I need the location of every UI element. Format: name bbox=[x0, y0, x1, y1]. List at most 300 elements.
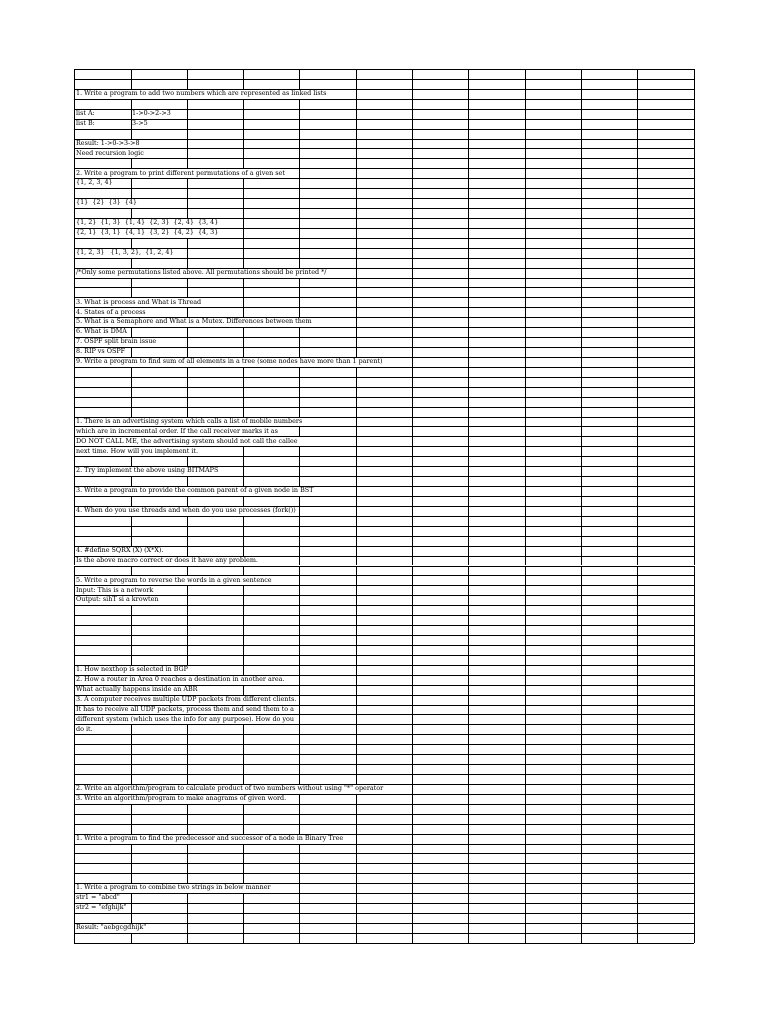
column-divider bbox=[468, 436, 469, 446]
column-divider bbox=[243, 119, 244, 129]
column-divider bbox=[187, 178, 188, 188]
column-divider bbox=[243, 377, 244, 387]
column-divider bbox=[74, 178, 75, 188]
column-divider bbox=[694, 69, 695, 79]
column-divider bbox=[581, 129, 582, 139]
column-divider bbox=[299, 566, 300, 576]
column-divider bbox=[74, 824, 75, 834]
column-divider bbox=[412, 585, 413, 595]
column-divider bbox=[243, 466, 244, 476]
column-divider bbox=[74, 585, 75, 595]
column-divider bbox=[694, 705, 695, 715]
column-divider bbox=[412, 278, 413, 288]
column-divider bbox=[412, 178, 413, 188]
column-divider bbox=[581, 278, 582, 288]
column-divider bbox=[637, 178, 638, 188]
column-divider bbox=[637, 168, 638, 178]
column-divider bbox=[412, 297, 413, 307]
column-divider bbox=[468, 337, 469, 347]
column-divider bbox=[356, 516, 357, 526]
cell-text: {1, 2, 3, 4} bbox=[76, 178, 113, 187]
column-divider bbox=[412, 238, 413, 248]
cell-text: 3. Write a program to provide the common parent of a given node in BST bbox=[76, 486, 314, 495]
column-divider bbox=[356, 426, 357, 436]
column-divider bbox=[637, 615, 638, 625]
cell-text: 4. When do you use threads and when do you use processes (fork()) bbox=[76, 506, 296, 515]
column-divider bbox=[356, 556, 357, 566]
column-divider bbox=[581, 218, 582, 228]
column-divider bbox=[694, 79, 695, 89]
column-divider bbox=[637, 794, 638, 804]
column-divider bbox=[299, 238, 300, 248]
cell-text: Output: sihT si a krowten bbox=[76, 595, 159, 604]
column-divider bbox=[299, 873, 300, 883]
column-divider bbox=[356, 69, 357, 79]
column-divider bbox=[525, 883, 526, 893]
column-divider bbox=[637, 903, 638, 913]
column-divider bbox=[356, 139, 357, 149]
column-divider bbox=[187, 148, 188, 158]
column-divider bbox=[131, 566, 132, 576]
column-divider bbox=[581, 625, 582, 635]
row-divider bbox=[74, 99, 694, 100]
column-divider bbox=[131, 188, 132, 198]
column-divider bbox=[187, 327, 188, 337]
column-divider bbox=[468, 347, 469, 357]
column-divider bbox=[581, 69, 582, 79]
column-divider bbox=[525, 456, 526, 466]
column-divider bbox=[412, 575, 413, 585]
column-divider bbox=[525, 407, 526, 417]
column-divider bbox=[131, 99, 132, 109]
column-divider bbox=[412, 844, 413, 854]
column-divider bbox=[412, 595, 413, 605]
column-divider bbox=[637, 824, 638, 834]
column-divider bbox=[299, 397, 300, 407]
column-divider bbox=[187, 407, 188, 417]
column-divider bbox=[468, 903, 469, 913]
column-divider bbox=[131, 645, 132, 655]
column-divider bbox=[299, 585, 300, 595]
column-divider bbox=[468, 814, 469, 824]
column-divider bbox=[356, 208, 357, 218]
column-divider bbox=[637, 109, 638, 119]
column-divider bbox=[243, 724, 244, 734]
column-divider bbox=[356, 913, 357, 923]
column-divider bbox=[74, 79, 75, 89]
column-divider bbox=[525, 268, 526, 278]
column-divider bbox=[187, 774, 188, 784]
cell-text: 7. OSPF split brain issue bbox=[76, 337, 157, 346]
column-divider bbox=[525, 695, 526, 705]
column-divider bbox=[74, 446, 75, 456]
column-divider bbox=[187, 377, 188, 387]
cell-text: list B: bbox=[76, 118, 95, 127]
column-divider bbox=[356, 536, 357, 546]
cell-text: 9. Write a program to find sum of all elements in a tree (some nodes have more than 1 parent) bbox=[76, 357, 383, 366]
column-divider bbox=[356, 744, 357, 754]
column-divider bbox=[468, 784, 469, 794]
column-divider bbox=[412, 129, 413, 139]
column-divider bbox=[581, 794, 582, 804]
column-divider bbox=[74, 556, 75, 566]
row-divider bbox=[74, 129, 694, 130]
column-divider bbox=[468, 705, 469, 715]
column-divider bbox=[131, 536, 132, 546]
column-divider bbox=[525, 814, 526, 824]
column-divider bbox=[694, 665, 695, 675]
column-divider bbox=[74, 327, 75, 337]
column-divider bbox=[525, 655, 526, 665]
column-divider bbox=[694, 625, 695, 635]
column-divider bbox=[243, 645, 244, 655]
column-divider bbox=[694, 168, 695, 178]
column-divider bbox=[694, 903, 695, 913]
column-divider bbox=[637, 377, 638, 387]
column-divider bbox=[74, 923, 75, 933]
column-divider bbox=[299, 705, 300, 715]
column-divider bbox=[356, 466, 357, 476]
column-divider bbox=[243, 546, 244, 556]
column-divider bbox=[468, 407, 469, 417]
row-divider bbox=[74, 943, 694, 944]
column-divider bbox=[131, 744, 132, 754]
column-divider bbox=[74, 516, 75, 526]
column-divider bbox=[581, 89, 582, 99]
column-divider bbox=[581, 268, 582, 278]
column-divider bbox=[74, 69, 75, 79]
column-divider bbox=[299, 685, 300, 695]
column-divider bbox=[74, 158, 75, 168]
column-divider bbox=[525, 178, 526, 188]
column-divider bbox=[356, 158, 357, 168]
column-divider bbox=[74, 625, 75, 635]
column-divider bbox=[74, 208, 75, 218]
column-divider bbox=[243, 218, 244, 228]
column-divider bbox=[694, 387, 695, 397]
column-divider bbox=[468, 734, 469, 744]
column-divider bbox=[525, 804, 526, 814]
column-divider bbox=[131, 863, 132, 873]
column-divider bbox=[412, 99, 413, 109]
row-divider bbox=[74, 764, 694, 765]
cell-text: 5. What is a Semaphore and What is a Mutex. Differences between them bbox=[76, 317, 312, 326]
column-divider bbox=[243, 129, 244, 139]
column-divider bbox=[637, 883, 638, 893]
row-divider bbox=[74, 79, 694, 80]
column-divider bbox=[581, 148, 582, 158]
column-divider bbox=[243, 278, 244, 288]
column-divider bbox=[243, 635, 244, 645]
column-divider bbox=[468, 685, 469, 695]
column-divider bbox=[356, 407, 357, 417]
column-divider bbox=[187, 635, 188, 645]
column-divider bbox=[694, 327, 695, 337]
column-divider bbox=[74, 218, 75, 228]
row-divider bbox=[74, 566, 694, 567]
column-divider bbox=[694, 297, 695, 307]
column-divider bbox=[187, 566, 188, 576]
row-divider bbox=[74, 178, 694, 179]
column-divider bbox=[131, 327, 132, 337]
column-divider bbox=[637, 407, 638, 417]
column-divider bbox=[525, 575, 526, 585]
column-divider bbox=[468, 655, 469, 665]
column-divider bbox=[581, 526, 582, 536]
row-divider bbox=[74, 258, 694, 259]
column-divider bbox=[74, 347, 75, 357]
column-divider bbox=[468, 794, 469, 804]
column-divider bbox=[468, 744, 469, 754]
column-divider bbox=[243, 79, 244, 89]
column-divider bbox=[187, 516, 188, 526]
column-divider bbox=[356, 327, 357, 337]
column-divider bbox=[187, 595, 188, 605]
column-divider bbox=[412, 208, 413, 218]
column-divider bbox=[243, 824, 244, 834]
column-divider bbox=[412, 158, 413, 168]
row-divider bbox=[74, 595, 694, 596]
column-divider bbox=[131, 476, 132, 486]
column-divider bbox=[356, 734, 357, 744]
column-divider bbox=[412, 913, 413, 923]
column-divider bbox=[412, 714, 413, 724]
column-divider bbox=[637, 268, 638, 278]
column-divider bbox=[581, 705, 582, 715]
column-divider bbox=[694, 645, 695, 655]
column-divider bbox=[187, 139, 188, 149]
column-divider bbox=[356, 188, 357, 198]
column-divider bbox=[694, 238, 695, 248]
column-divider bbox=[243, 873, 244, 883]
column-divider bbox=[131, 158, 132, 168]
column-divider bbox=[637, 784, 638, 794]
cell-text: 2. Write an algorithm/program to calculate product of two numbers without using "*" operator bbox=[76, 784, 384, 793]
column-divider bbox=[525, 397, 526, 407]
column-divider bbox=[468, 139, 469, 149]
column-divider bbox=[581, 566, 582, 576]
column-divider bbox=[356, 367, 357, 377]
row-divider bbox=[74, 645, 694, 646]
column-divider bbox=[581, 635, 582, 645]
column-divider bbox=[525, 89, 526, 99]
column-divider bbox=[468, 198, 469, 208]
column-divider bbox=[525, 605, 526, 615]
cell-text: 2. How a router in Area 0 reaches a destination in another area. bbox=[76, 674, 285, 683]
cell-text: Need recursion logic bbox=[76, 148, 144, 157]
column-divider bbox=[694, 734, 695, 744]
column-divider bbox=[525, 754, 526, 764]
column-divider bbox=[356, 863, 357, 873]
column-divider bbox=[74, 367, 75, 377]
column-divider bbox=[356, 168, 357, 178]
column-divider bbox=[412, 615, 413, 625]
column-divider bbox=[299, 814, 300, 824]
column-divider bbox=[356, 675, 357, 685]
column-divider bbox=[131, 456, 132, 466]
column-divider bbox=[637, 585, 638, 595]
column-divider bbox=[243, 476, 244, 486]
column-divider bbox=[412, 903, 413, 913]
column-divider bbox=[525, 764, 526, 774]
column-divider bbox=[694, 198, 695, 208]
column-divider bbox=[412, 188, 413, 198]
column-divider bbox=[243, 99, 244, 109]
column-divider bbox=[525, 794, 526, 804]
column-divider bbox=[525, 476, 526, 486]
column-divider bbox=[637, 705, 638, 715]
column-divider bbox=[356, 317, 357, 327]
column-divider bbox=[131, 873, 132, 883]
column-divider bbox=[243, 744, 244, 754]
column-divider bbox=[187, 347, 188, 357]
column-divider bbox=[637, 744, 638, 754]
column-divider bbox=[581, 863, 582, 873]
column-divider bbox=[412, 784, 413, 794]
column-divider bbox=[468, 248, 469, 258]
column-divider bbox=[581, 675, 582, 685]
column-divider bbox=[468, 188, 469, 198]
column-divider bbox=[694, 556, 695, 566]
column-divider bbox=[525, 377, 526, 387]
column-divider bbox=[637, 923, 638, 933]
column-divider bbox=[356, 705, 357, 715]
cell-text: What actually happens inside an ABR bbox=[76, 684, 198, 693]
column-divider bbox=[412, 89, 413, 99]
column-divider bbox=[356, 218, 357, 228]
column-divider bbox=[356, 566, 357, 576]
column-divider bbox=[356, 834, 357, 844]
column-divider bbox=[356, 526, 357, 536]
column-divider bbox=[299, 387, 300, 397]
column-divider bbox=[74, 317, 75, 327]
row-divider bbox=[74, 804, 694, 805]
column-divider bbox=[131, 734, 132, 744]
column-divider bbox=[356, 764, 357, 774]
column-divider bbox=[694, 575, 695, 585]
column-divider bbox=[581, 357, 582, 367]
column-divider bbox=[637, 287, 638, 297]
column-divider bbox=[243, 367, 244, 377]
column-divider bbox=[243, 665, 244, 675]
column-divider bbox=[131, 516, 132, 526]
column-divider bbox=[637, 595, 638, 605]
column-divider bbox=[187, 724, 188, 734]
column-divider bbox=[131, 278, 132, 288]
column-divider bbox=[131, 496, 132, 506]
column-divider bbox=[637, 933, 638, 943]
column-divider bbox=[299, 526, 300, 536]
column-divider bbox=[694, 426, 695, 436]
column-divider bbox=[299, 933, 300, 943]
cell-text: 1->0->2->3 bbox=[132, 108, 171, 117]
column-divider bbox=[637, 675, 638, 685]
column-divider bbox=[356, 297, 357, 307]
column-divider bbox=[637, 218, 638, 228]
row-divider bbox=[74, 69, 694, 70]
column-divider bbox=[637, 148, 638, 158]
column-divider bbox=[74, 575, 75, 585]
row-divider bbox=[74, 367, 694, 368]
column-divider bbox=[637, 248, 638, 258]
column-divider bbox=[581, 754, 582, 764]
column-divider bbox=[581, 784, 582, 794]
column-divider bbox=[637, 456, 638, 466]
column-divider bbox=[131, 407, 132, 417]
column-divider bbox=[581, 347, 582, 357]
column-divider bbox=[412, 218, 413, 228]
column-divider bbox=[694, 794, 695, 804]
column-divider bbox=[299, 109, 300, 119]
column-divider bbox=[356, 119, 357, 129]
column-divider bbox=[74, 645, 75, 655]
column-divider bbox=[74, 873, 75, 883]
column-divider bbox=[581, 585, 582, 595]
column-divider bbox=[468, 158, 469, 168]
column-divider bbox=[525, 426, 526, 436]
column-divider bbox=[637, 307, 638, 317]
column-divider bbox=[694, 466, 695, 476]
column-divider bbox=[299, 148, 300, 158]
column-divider bbox=[637, 208, 638, 218]
column-divider bbox=[299, 476, 300, 486]
column-divider bbox=[74, 307, 75, 317]
cell-text: 4. States of a process bbox=[76, 307, 146, 316]
column-divider bbox=[525, 834, 526, 844]
column-divider bbox=[581, 258, 582, 268]
column-divider bbox=[637, 873, 638, 883]
column-divider bbox=[131, 655, 132, 665]
column-divider bbox=[525, 367, 526, 377]
column-divider bbox=[243, 208, 244, 218]
column-divider bbox=[637, 476, 638, 486]
column-divider bbox=[468, 764, 469, 774]
row-divider bbox=[74, 546, 694, 547]
column-divider bbox=[356, 307, 357, 317]
column-divider bbox=[694, 258, 695, 268]
column-divider bbox=[356, 198, 357, 208]
column-divider bbox=[299, 844, 300, 854]
column-divider bbox=[525, 129, 526, 139]
column-divider bbox=[637, 556, 638, 566]
column-divider bbox=[468, 923, 469, 933]
column-divider bbox=[412, 268, 413, 278]
column-divider bbox=[412, 476, 413, 486]
column-divider bbox=[581, 158, 582, 168]
column-divider bbox=[412, 794, 413, 804]
column-divider bbox=[525, 645, 526, 655]
cell-text: different system (which uses the info for any purpose). How do you bbox=[76, 714, 295, 723]
column-divider bbox=[468, 575, 469, 585]
column-divider bbox=[581, 287, 582, 297]
column-divider bbox=[131, 377, 132, 387]
column-divider bbox=[243, 605, 244, 615]
column-divider bbox=[299, 367, 300, 377]
column-divider bbox=[412, 556, 413, 566]
column-divider bbox=[356, 377, 357, 387]
column-divider bbox=[637, 357, 638, 367]
column-divider bbox=[694, 913, 695, 923]
row-divider bbox=[74, 744, 694, 745]
column-divider bbox=[581, 546, 582, 556]
column-divider bbox=[187, 824, 188, 834]
cell-text: 8. RIP vs OSPF bbox=[76, 347, 126, 356]
column-divider bbox=[412, 605, 413, 615]
row-divider bbox=[74, 496, 694, 497]
column-divider bbox=[243, 158, 244, 168]
column-divider bbox=[525, 208, 526, 218]
column-divider bbox=[581, 685, 582, 695]
